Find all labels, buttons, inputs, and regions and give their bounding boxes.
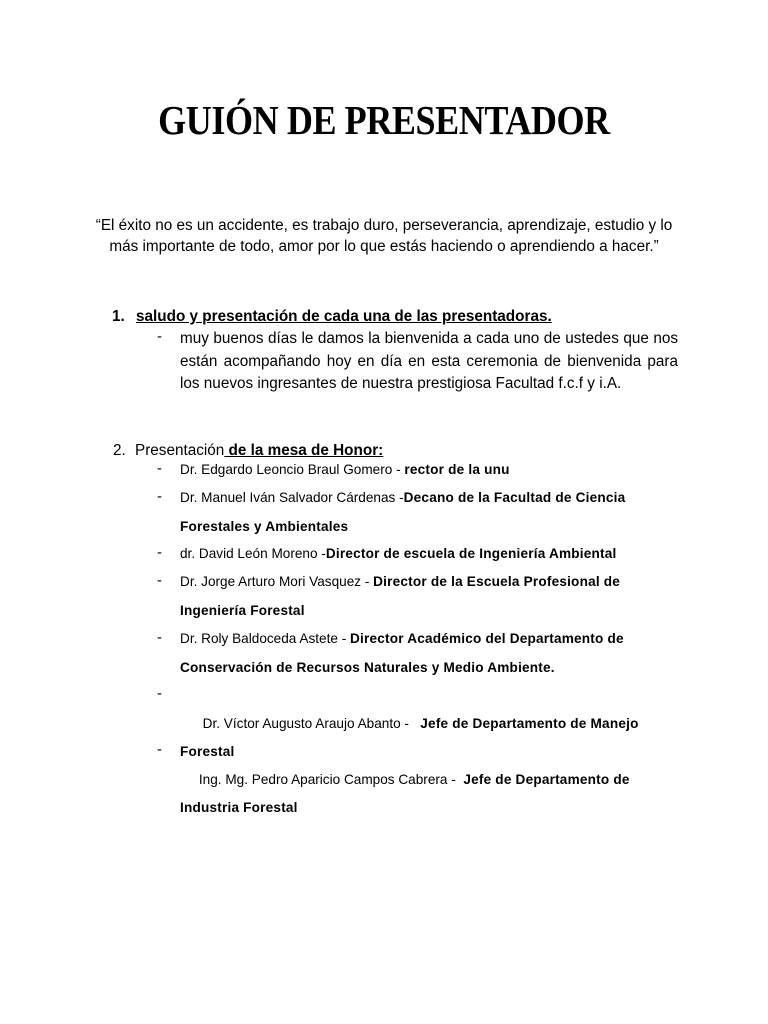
bullet-dash: - (157, 685, 162, 702)
list-item (180, 737, 680, 851)
list-item (180, 540, 690, 569)
member-role: Director de escuela de Ingeniería Ambiental (325, 546, 617, 561)
welcome-text: muy buenos días le damos la bienvenida a cada uno de ustedes que nos están acompañando hoy en día en esta ceremonia de bienvenida para los nuevos ingresantes de nuestra prestigiosa Facultad f.c.f y i.A. (180, 330, 678, 392)
bullet-dash: - (157, 544, 162, 561)
section-1-heading (112, 306, 712, 327)
bullet-dash: - (157, 460, 162, 477)
member-name: Ing. Mg. Pedro Aparicio Campos Cabrera - (195, 771, 464, 787)
bullet-dash: - (157, 328, 162, 345)
member-name: Dr. Edgardo Leoncio Braul Gomero - (180, 462, 405, 477)
member-role: Jefe de Departamento de Industria Forestal (180, 771, 634, 815)
bullet-dash: - (157, 572, 162, 589)
member-role: Director de la Escuela Profesional de Ingeniería Forestal (180, 574, 621, 618)
member-name: Dr. Víctor Augusto Araujo Abanto - (195, 715, 421, 731)
bullet-dash: - (157, 629, 162, 646)
list-item (180, 456, 690, 485)
page-title: GUIÓN DE PRESENTADOR (158, 97, 610, 143)
section-2-title-bold: de la mesa de Honor: (224, 442, 384, 459)
member-role: Jefe de Departamento de Manejo Forestal (180, 715, 643, 759)
list-item (180, 568, 680, 625)
section-2-title-plain: Presentación (135, 442, 225, 459)
member-role: Decano de la Facultad de Ciencia Forestales y Ambientales (180, 490, 626, 534)
member-role: rector de la unu (404, 462, 510, 477)
opening-quote: “El éxito no es un accidente, es trabajo duro, perseverancia, aprendizaje, estudio y lo más importante de todo, amor por lo que estás haciendo o aprendiendo a hacer.” (95, 217, 673, 255)
member-role: Director Académico del Departamento de Conservación de Recursos Naturales y Medio Ambiente. (180, 631, 624, 675)
bullet-dash: - (157, 488, 162, 505)
bullet-dash: - (157, 741, 162, 758)
member-name: Dr. Jorge Arturo Mori Vasquez - (180, 574, 374, 589)
section-2-number: 2. (113, 442, 126, 459)
member-name: dr. David León Moreno - (180, 546, 326, 561)
member-name: Dr. Roly Baldoceda Astete - (180, 631, 351, 646)
list-item (180, 484, 690, 541)
member-name: Dr. Manuel Iván Salvador Cárdenas - (180, 490, 404, 505)
section-1-title: saludo y presentación de cada una de las presentadoras. (136, 308, 552, 325)
list-item (180, 625, 685, 682)
section-1-number: 1. (112, 308, 125, 325)
